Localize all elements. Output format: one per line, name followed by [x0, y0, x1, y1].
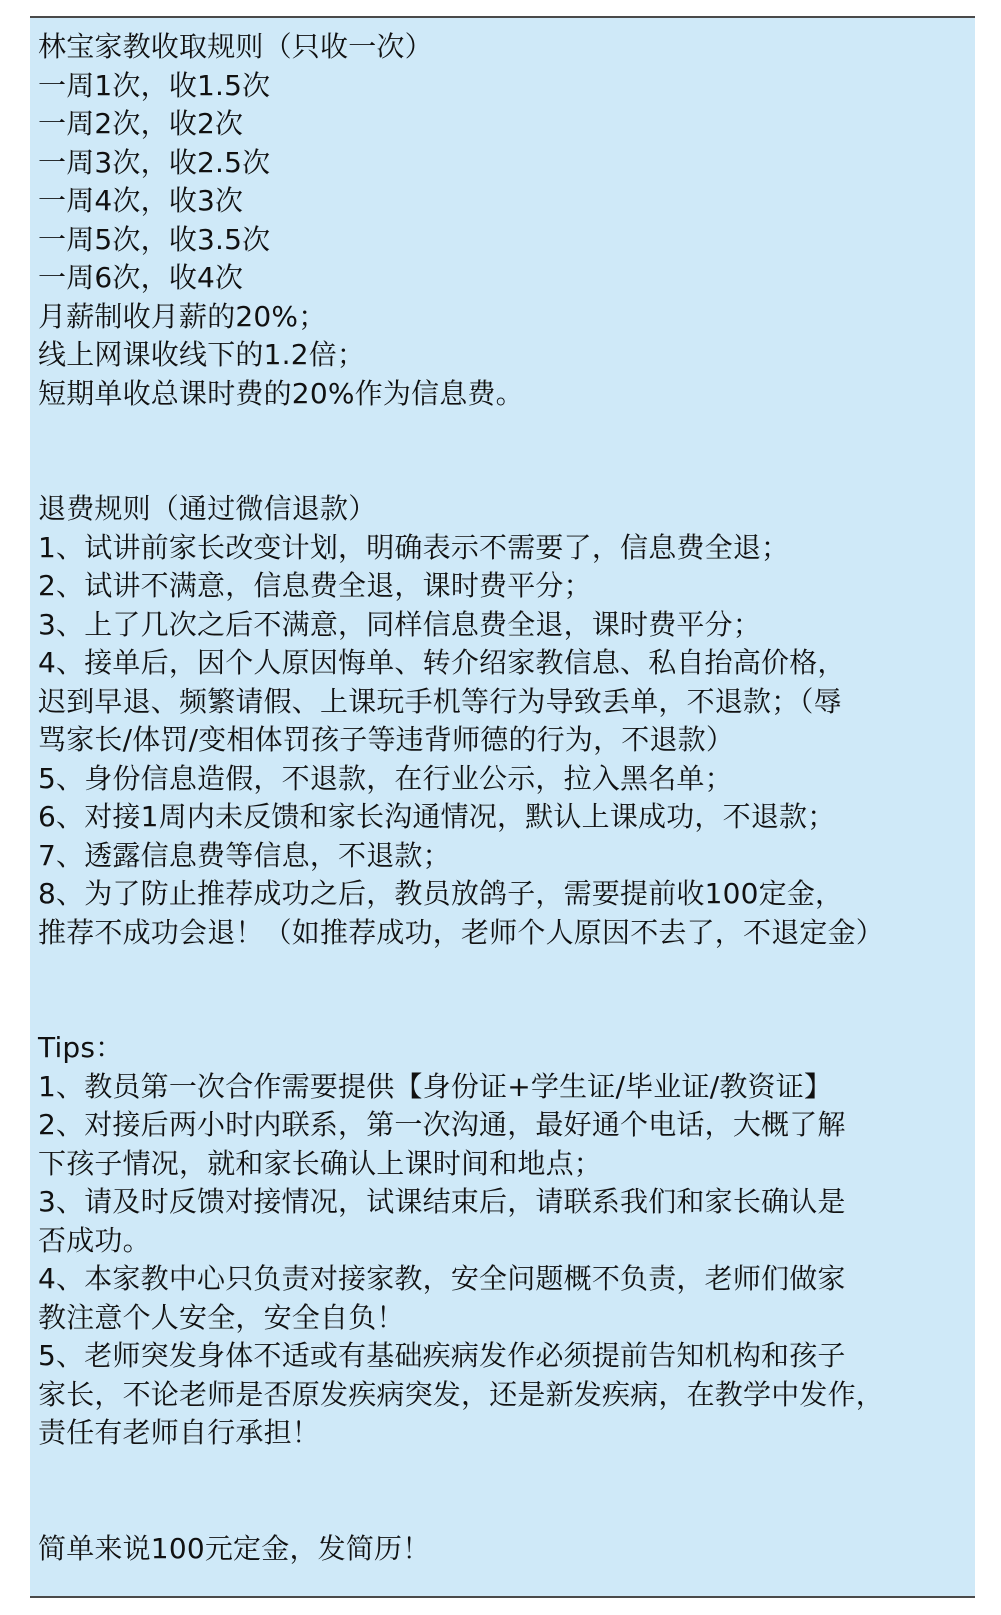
- fee-rule-line: 短期单收总课时费的20%作为信息费。: [38, 376, 524, 410]
- tip-line: 5、老师突发身体不适或有基础疾病发作必须提前告知机构和孩子: [38, 1339, 846, 1372]
- refund-rule-line: 骂家长/体罚/变相体罚孩子等违背师德的行为，不退款）: [38, 723, 735, 756]
- refund-rule-line: 4、接单后，因个人原因悔单、转介绍家教信息、私自抬高价格，: [38, 646, 846, 679]
- tip-line: 1、教员第一次合作需要提供【身份证+学生证/毕业证/教资证】: [38, 1069, 833, 1103]
- notice-card: [30, 16, 975, 1598]
- summary-line: 简单来说100元定金，发简历！: [38, 1531, 431, 1565]
- refund-rule-line: 5、身份信息造假，不退款，在行业公示，拉入黑名单；: [38, 761, 733, 795]
- tip-line: 责任有老师自行承担！: [38, 1416, 321, 1449]
- tip-line: 下孩子情况，就和家长确认上课时间和地点；: [38, 1146, 603, 1180]
- tip-line: 否成功。: [38, 1223, 151, 1257]
- refund-rule-line: 6、对接1周内未反馈和家长沟通情况，默认上课成功，不退款；: [38, 800, 836, 833]
- tip-line: 2、对接后两小时内联系，第一次沟通，最好通个电话，大概了解: [38, 1108, 846, 1141]
- fee-rules-title: 林宝家教收取规则（只收一次）: [38, 30, 433, 63]
- refund-rule-line: 推荐不成功会退！（如推荐成功，老师个人原因不去了，不退定金）: [38, 915, 885, 949]
- tips-title: Tips：: [38, 1031, 124, 1064]
- section-spacer: [38, 1453, 975, 1530]
- refund-rule-line: 3、上了几次之后不满意，同样信息费全退，课时费平分；: [38, 607, 762, 641]
- refund-rule-line: 7、透露信息费等信息，不退款；: [38, 838, 451, 872]
- notice-text: [38, 28, 975, 1568]
- tip-line: 4、本家教中心只负责对接家教，安全问题概不负责，老师们做家: [38, 1262, 846, 1295]
- tip-line: 教注意个人安全，安全自负！: [38, 1300, 405, 1334]
- fee-rule-line: 一周4次，收3次: [38, 184, 244, 217]
- fee-rule-line: 线上网课收线下的1.2倍；: [38, 338, 366, 371]
- tip-line: 3、请及时反馈对接情况，试课结束后，请联系我们和家长确认是: [38, 1185, 846, 1218]
- refund-rule-line: 2、试讲不满意，信息费全退，课时费平分；: [38, 569, 592, 602]
- fee-rule-line: 月薪制收月薪的20%；: [38, 299, 327, 333]
- refund-rule-line: 8、为了防止推荐成功之后，教员放鸽子，需要提前收100定金，: [38, 877, 844, 910]
- section-spacer: [38, 413, 975, 490]
- fee-rule-line: 一周5次，收3.5次: [38, 222, 271, 256]
- fee-rule-line: 一周3次，收2.5次: [38, 145, 271, 179]
- fee-rule-line: 一周2次，收2次: [38, 107, 244, 140]
- tip-line: 家长，不论老师是否原发疾病突发，还是新发疾病，在教学中发作，: [38, 1377, 885, 1411]
- refund-rule-line: 1、试讲前家长改变计划，明确表示不需要了，信息费全退；: [38, 530, 790, 564]
- fee-rule-line: 一周1次，收1.5次: [38, 68, 271, 102]
- refund-rule-line: 迟到早退、频繁请假、上课玩手机等行为导致丢单，不退款；（辱: [38, 684, 842, 718]
- fee-rule-line: 一周6次，收4次: [38, 261, 244, 294]
- refund-rules-title: 退费规则（通过微信退款）: [38, 492, 377, 525]
- section-spacer: [38, 952, 975, 1029]
